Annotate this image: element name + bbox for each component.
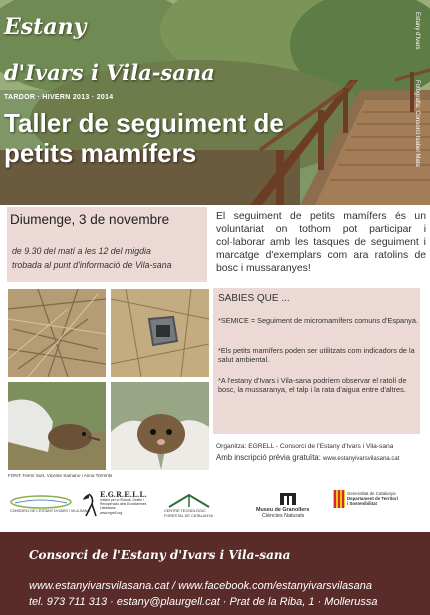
event-time: de 9.30 del matí a les 12 del migdia — [12, 246, 151, 256]
trap-photo — [111, 289, 209, 377]
ctfc-logo — [164, 493, 214, 518]
ctfc-line-2: FORESTAL DE CATALUNYA — [164, 513, 213, 518]
footer-web-links[interactable]: www.estanyivarsvilasana.cat / www.facebook.com/estanyivarsvilasana — [29, 580, 372, 592]
facts-title: SABIES QUE ... — [218, 293, 290, 304]
brand-line-1: Estany — [4, 14, 87, 40]
hero-photo — [0, 0, 430, 205]
fact-item: *A l'estany d'Ivars i Vila-sana podríem observar el ratolí de bosc, la mussaranya, el talp i la rata d'aigua entre d'altres. — [218, 376, 407, 394]
gencat-line-3: i Sostenibilitat — [347, 501, 378, 507]
footer-contact: tel. 973 711 313 · estany@plaurgell.cat · Prat de la Riba, 1 · Mollerussa — [29, 596, 378, 608]
museu-line-2: Ciències Naturals — [262, 513, 305, 519]
season-label: TARDOR · HIVERN 2013 · 2014 — [4, 94, 114, 101]
grass-photo — [8, 289, 106, 377]
title-line-1: Taller de seguiment de — [4, 108, 284, 138]
event-meeting-point: trobada al punt d'informació de Vila-sana — [12, 260, 172, 270]
consorci-logo-text: CONSORCI DE L'ESTANY D'IVARS I VILA-SANA — [10, 509, 90, 513]
gencat-line-1: Generalitat de Catalunya — [347, 491, 396, 496]
egrell-subtitle: Institut per a l'Estudi, Gestió i Recuperació dels Ecosistemes Lleidatans — [100, 498, 147, 510]
footer-title: Consorci de l'Estany d'Ivars i Vila-sana — [29, 548, 291, 562]
photo-credits: FONT: Fermí Sort, Vicente Samano i Anna Torrents — [8, 473, 113, 478]
event-date: Diumenge, 3 de novembre — [10, 212, 170, 227]
photo-credit: Fotografia: Consorci Isabel Mata — [414, 80, 420, 167]
registration-url[interactable]: www.estanyivarsvilasana.cat — [323, 456, 400, 462]
side-caption: Estany d'Ivars — [414, 12, 420, 50]
brand-line-2: d'Ivars i Vila-sana — [4, 60, 215, 85]
fact-item: *Els petits mamífers poden ser utilitzats com indicadors de la salut ambiental. — [218, 346, 415, 364]
registration-text — [216, 453, 399, 462]
ctfc-line-1: CENTRE TECNOLÒGIC — [164, 509, 206, 513]
egrell-name: E.G.R.E.L.L. — [100, 490, 147, 499]
title-line-2: petits mamífers — [4, 138, 197, 168]
registration-label: Amb inscripció prèvia gratuïta: — [216, 453, 324, 462]
page-title — [4, 108, 284, 168]
egrell-url: www.egrell.org — [100, 511, 123, 515]
museu-line-1: Museu de Granollers — [256, 507, 310, 513]
consorci-logo — [10, 495, 90, 513]
description-text: El seguiment de petits mamífers és un voluntariat on tothom pot participar i col·laborar amb les tasques de seguiment i marcatge d'exemplars com ara ratolins de bosc i mussaranyes! — [216, 211, 426, 274]
fact-item: *SEMICE = Seguiment de micromamífers comuns d'Espanya. — [218, 316, 418, 325]
mouse-in-hand-photo — [8, 382, 106, 470]
museu-logo — [256, 491, 320, 519]
shrew-photo — [111, 382, 209, 470]
organizer-text: Organitza: EGRELL - Consorci de l'Estany d'Ivars i Vila-sana — [216, 443, 394, 450]
gencat-line-2: Departament de Territori — [347, 496, 398, 502]
